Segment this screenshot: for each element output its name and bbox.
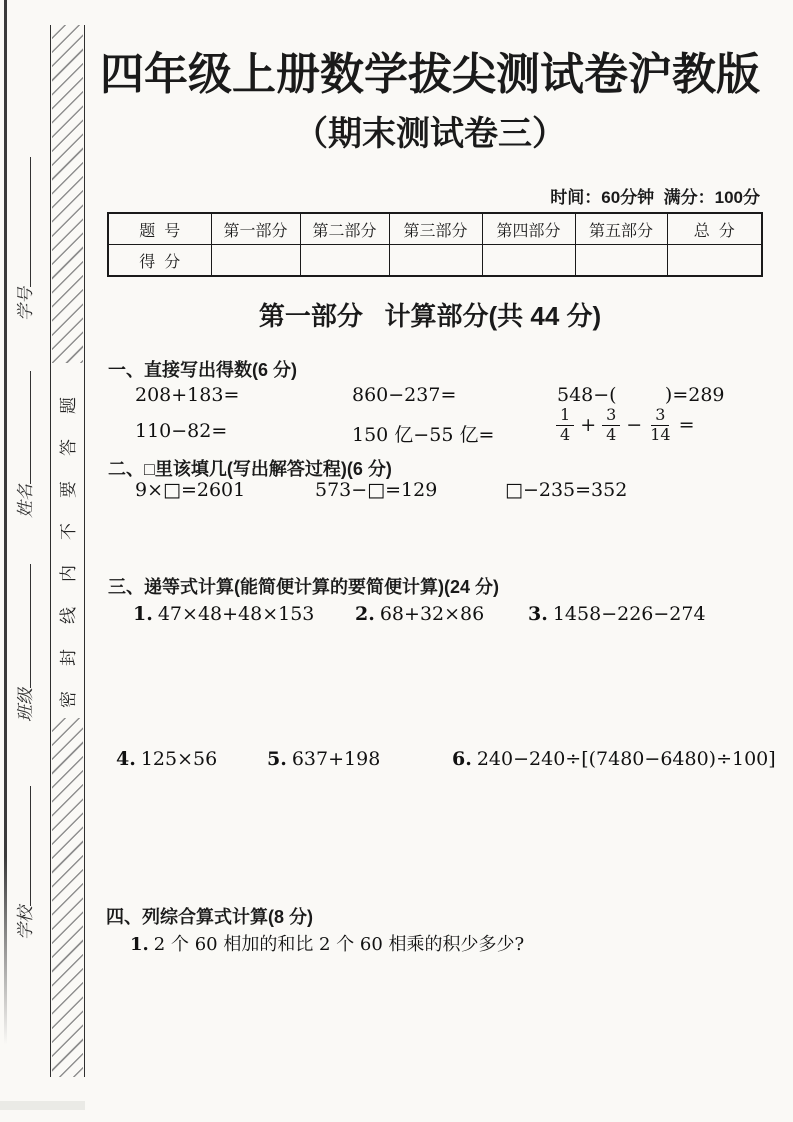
student-id-field-label: 学号 xyxy=(16,287,36,321)
math-expression: 150 亿−55 亿= xyxy=(352,424,495,446)
score-cell-empty xyxy=(300,245,389,277)
problem4-heading: 四、列综合算式计算(8 分) xyxy=(106,907,313,927)
exam-time-score-info: 时间：60分钟 满分：100分 xyxy=(550,188,760,207)
school-field-label: 学校 xyxy=(16,906,36,940)
fraction: $\frac{3}{4}$ xyxy=(602,406,620,444)
math-expression: 110−82= xyxy=(135,420,228,442)
school-field-line xyxy=(13,786,31,906)
section1-heading: 第一部分 计算部分(共 44 分) xyxy=(258,301,602,331)
student-id-field xyxy=(16,157,36,321)
exam-subtitle: （期末测试卷三） xyxy=(294,115,566,153)
score-header-question: 题 号 xyxy=(108,213,211,245)
score-header-part4: 第四部分 xyxy=(482,213,575,245)
class-field-line xyxy=(13,564,31,688)
equals-sign: = xyxy=(678,414,695,436)
score-header-part2: 第二部分 xyxy=(300,213,389,245)
score-cell-empty xyxy=(667,245,762,277)
class-field-label: 班级 xyxy=(16,688,36,722)
problem2-heading: 二、□里该填几(写出解答过程)(6 分) xyxy=(108,459,392,479)
math-expression: 573−□=129 xyxy=(315,479,438,501)
math-expression: 208+183= xyxy=(135,384,240,406)
student-info-fields xyxy=(7,140,47,940)
fraction: $\frac{1}{4}$ xyxy=(556,406,574,444)
math-expression: □−235=352 xyxy=(505,479,628,501)
score-row-label: 得 分 xyxy=(108,245,211,277)
math-expression: 860−237= xyxy=(352,384,457,406)
name-field xyxy=(16,371,36,518)
score-header-part5: 第五部分 xyxy=(575,213,667,245)
math-expression: 9×□=2601 xyxy=(135,479,246,501)
student-id-field-line xyxy=(13,157,31,287)
score-header-total: 总 分 xyxy=(667,213,762,245)
numbered-expression: 5. 637+198 xyxy=(267,748,381,770)
seal-line-right xyxy=(84,25,85,1077)
numbered-expression: 1. 47×48+48×153 xyxy=(133,603,315,625)
math-expression-fractions xyxy=(556,403,701,447)
numbered-expression: 4. 125×56 xyxy=(116,748,218,770)
numbered-expression: 1. 2 个 60 相加的和比 2 个 60 相乘的积少多少? xyxy=(130,934,525,955)
fraction: $\frac{3}{14}$ xyxy=(650,405,671,444)
seal-text: 密封线内不要答题 xyxy=(59,372,79,708)
problem1-heading: 一、直接写出得数(6 分) xyxy=(108,360,297,380)
math-expression: 548−( )=289 xyxy=(557,384,725,406)
score-header-part1: 第一部分 xyxy=(211,213,300,245)
score-cell-empty xyxy=(389,245,482,277)
score-table xyxy=(107,212,763,277)
score-cell-empty xyxy=(482,245,575,277)
plus-operator: + xyxy=(580,414,597,436)
seal-hatch-top xyxy=(52,25,83,363)
seal-hatch-bottom xyxy=(52,718,83,1077)
problem3-heading: 三、递等式计算(能简便计算的要简便计算)(24 分) xyxy=(108,577,499,597)
score-cell-empty xyxy=(575,245,667,277)
minus-operator: − xyxy=(626,414,643,436)
class-field xyxy=(16,564,36,722)
score-table-score-row xyxy=(108,245,762,277)
numbered-expression: 6. 240−240÷[(7480−6480)÷100] xyxy=(452,748,776,770)
scan-smudge xyxy=(0,1101,85,1110)
numbered-expression: 2. 68+32×86 xyxy=(355,603,485,625)
score-header-part3: 第三部分 xyxy=(389,213,482,245)
school-field xyxy=(16,786,36,940)
name-field-line xyxy=(13,371,31,484)
score-table-header-row xyxy=(108,213,762,245)
seal-line-left xyxy=(50,25,51,1077)
page-title: 四年级上册数学拔尖测试卷沪教版 xyxy=(100,50,760,99)
name-field-label: 姓名 xyxy=(16,484,36,518)
score-cell-empty xyxy=(211,245,300,277)
numbered-expression: 3. 1458−226−274 xyxy=(528,603,706,625)
